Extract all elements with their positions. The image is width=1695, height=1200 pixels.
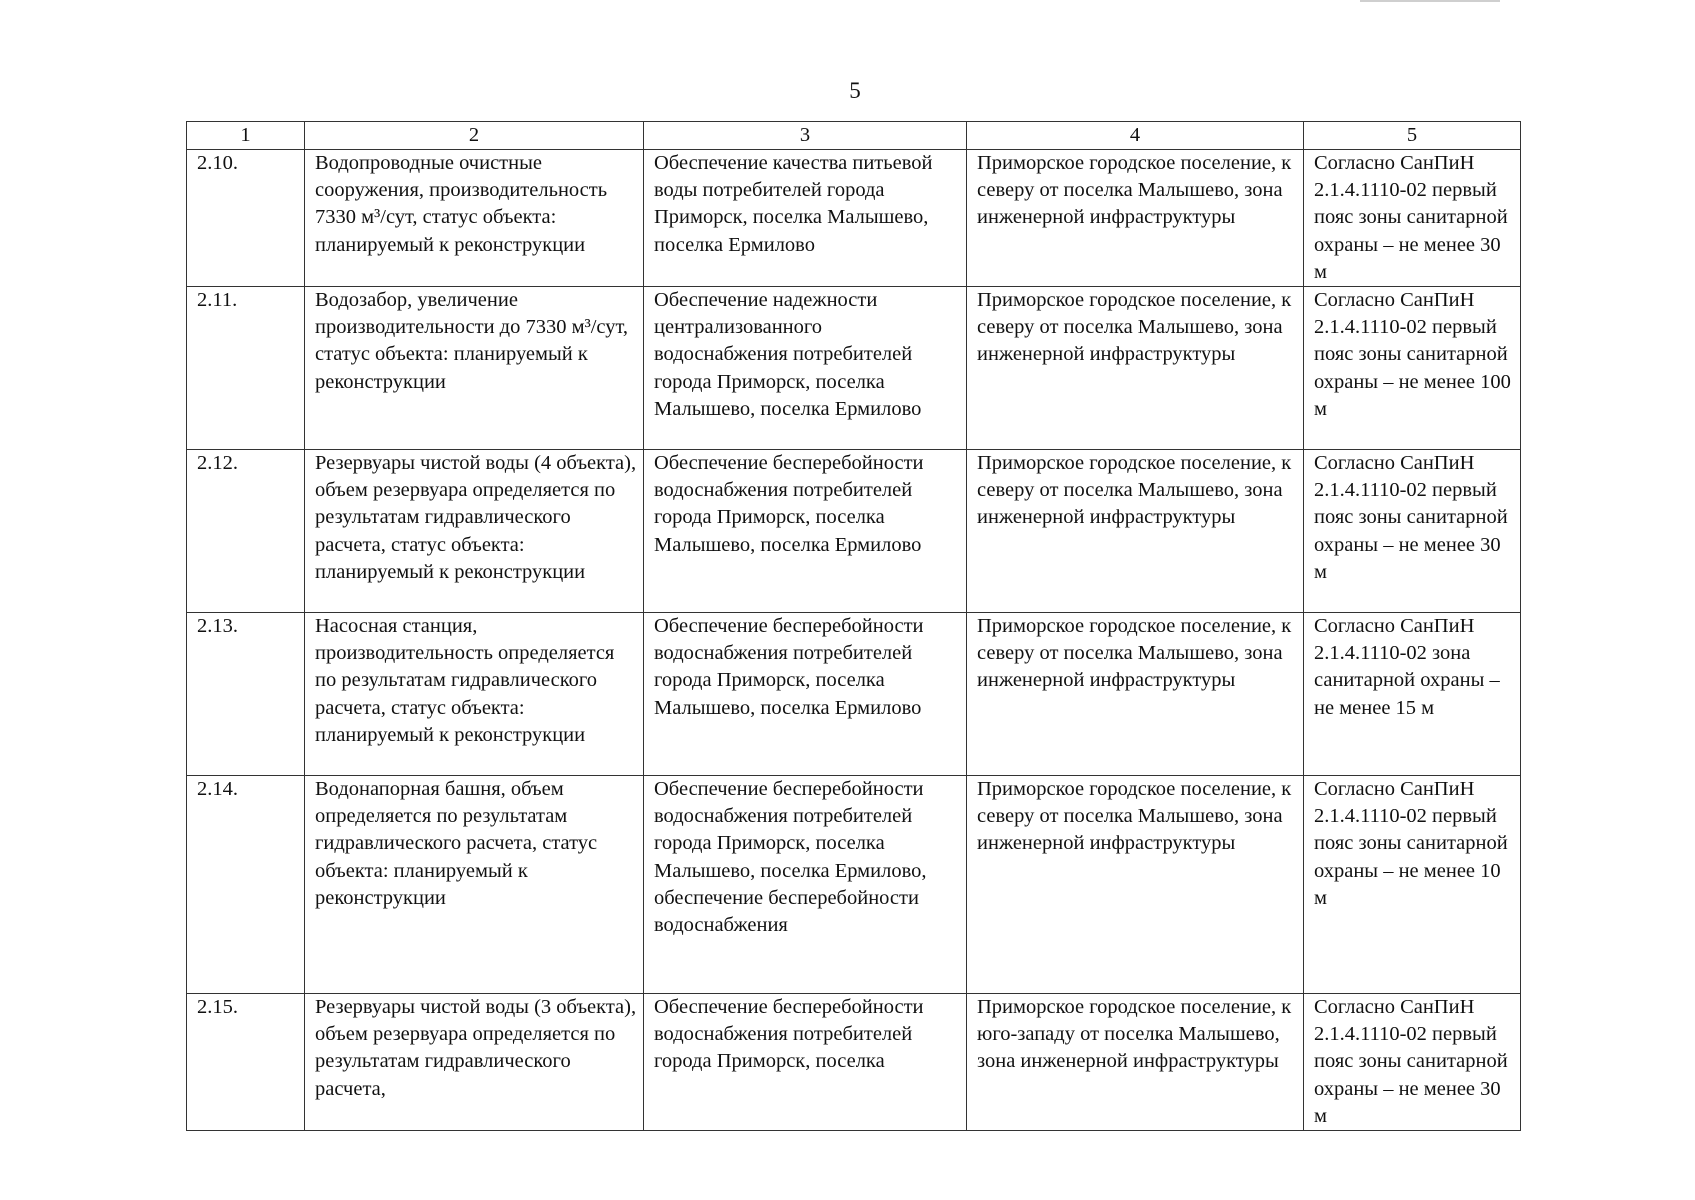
- purpose-cell: Обеспечение бесперебойности водоснабжения потребителей города Приморск, поселка Малышево, поселка Ермилово: [644, 613, 967, 776]
- purpose-cell: Обеспечение надежности централизованного водоснабжения потребителей города Приморск, поселка Малышево, поселка Ермилово: [644, 287, 967, 450]
- object-cell: Водопроводные очистные сооружения, производительность 7330 м³/сут, статус объекта: планируемый к реконструкции: [305, 150, 644, 287]
- location-cell: Приморское городское поселение, к северу от поселка Малышево, зона инженерной инфраструктуры: [967, 450, 1304, 613]
- zone-cell: Согласно СанПиН 2.1.4.1110-02 зона санитарной охраны – не менее 15 м: [1304, 613, 1521, 776]
- object-cell: Насосная станция, производительность определяется по результатам гидравлического расчета, статус объекта: планируемый к реконструкции: [305, 613, 644, 776]
- zone-cell: Согласно СанПиН 2.1.4.1110-02 первый пояс зоны санитарной охраны – не менее 100 м: [1304, 287, 1521, 450]
- zone-cell: Согласно СанПиН 2.1.4.1110-02 первый пояс зоны санитарной охраны – не менее 30 м: [1304, 150, 1521, 287]
- location-cell: Приморское городское поселение, к северу от поселка Малышево, зона инженерной инфраструктуры: [967, 776, 1304, 994]
- purpose-cell: Обеспечение бесперебойности водоснабжения потребителей города Приморск, поселка Малышево, поселка Ермилово: [644, 450, 967, 613]
- location-cell: Приморское городское поселение, к северу от поселка Малышево, зона инженерной инфраструктуры: [967, 613, 1304, 776]
- page-number: 5: [849, 78, 861, 103]
- row-number-cell: 2.15.: [187, 994, 305, 1131]
- row-number-cell: 2.13.: [187, 613, 305, 776]
- row-number-cell: 2.11.: [187, 287, 305, 450]
- location-cell: Приморское городское поселение, к северу от поселка Малышево, зона инженерной инфраструктуры: [967, 150, 1304, 287]
- purpose-cell: Обеспечение бесперебойности водоснабжения потребителей города Приморск, поселка Малышево, поселка Ермилово, обеспечение бесперебойности водоснабжения: [644, 776, 967, 994]
- zone-cell: Согласно СанПиН 2.1.4.1110-02 первый пояс зоны санитарной охраны – не менее 10 м: [1304, 776, 1521, 994]
- table-row: [187, 287, 1521, 450]
- column-header: 4: [967, 122, 1304, 150]
- column-header: 2: [305, 122, 644, 150]
- zone-cell: Согласно СанПиН 2.1.4.1110-02 первый пояс зоны санитарной охраны – не менее 30 м: [1304, 994, 1521, 1131]
- zone-cell: Согласно СанПиН 2.1.4.1110-02 первый пояс зоны санитарной охраны – не менее 30 м: [1304, 450, 1521, 613]
- location-cell: Приморское городское поселение, к юго-западу от поселка Малышево, зона инженерной инфраструктуры: [967, 994, 1304, 1131]
- table-row: [187, 776, 1521, 994]
- purpose-cell: Обеспечение качества питьевой воды потребителей города Приморск, поселка Малышево, поселка Ермилово: [644, 150, 967, 287]
- row-number-cell: 2.10.: [187, 150, 305, 287]
- object-cell: Водозабор, увеличение производительности до 7330 м³/сут, статус объекта: планируемый к реконструкции: [305, 287, 644, 450]
- object-cell: Резервуары чистой воды (3 объекта), объем резервуара определяется по результатам гидравлического расчета,: [305, 994, 644, 1131]
- object-cell: Водонапорная башня, объем определяется по результатам гидравлического расчета, статус объекта: планируемый к реконструкции: [305, 776, 644, 994]
- row-number-cell: 2.12.: [187, 450, 305, 613]
- column-header: 3: [644, 122, 967, 150]
- location-cell: Приморское городское поселение, к северу от поселка Малышево, зона инженерной инфраструктуры: [967, 287, 1304, 450]
- row-number-cell: 2.14.: [187, 776, 305, 994]
- table-row: [187, 613, 1521, 776]
- facilities-table: [186, 121, 1521, 1131]
- object-cell: Резервуары чистой воды (4 объекта), объем резервуара определяется по результатам гидравлического расчета, статус объекта: планируемый к реконструкции: [305, 450, 644, 613]
- scan-artifact-line: [1360, 0, 1500, 2]
- purpose-cell: Обеспечение бесперебойности водоснабжения потребителей города Приморск, поселка: [644, 994, 967, 1131]
- column-number-row: [187, 122, 1521, 150]
- table-row: [187, 150, 1521, 287]
- table-row: [187, 994, 1521, 1131]
- column-header: 5: [1304, 122, 1521, 150]
- table-row: [187, 450, 1521, 613]
- column-header: 1: [187, 122, 305, 150]
